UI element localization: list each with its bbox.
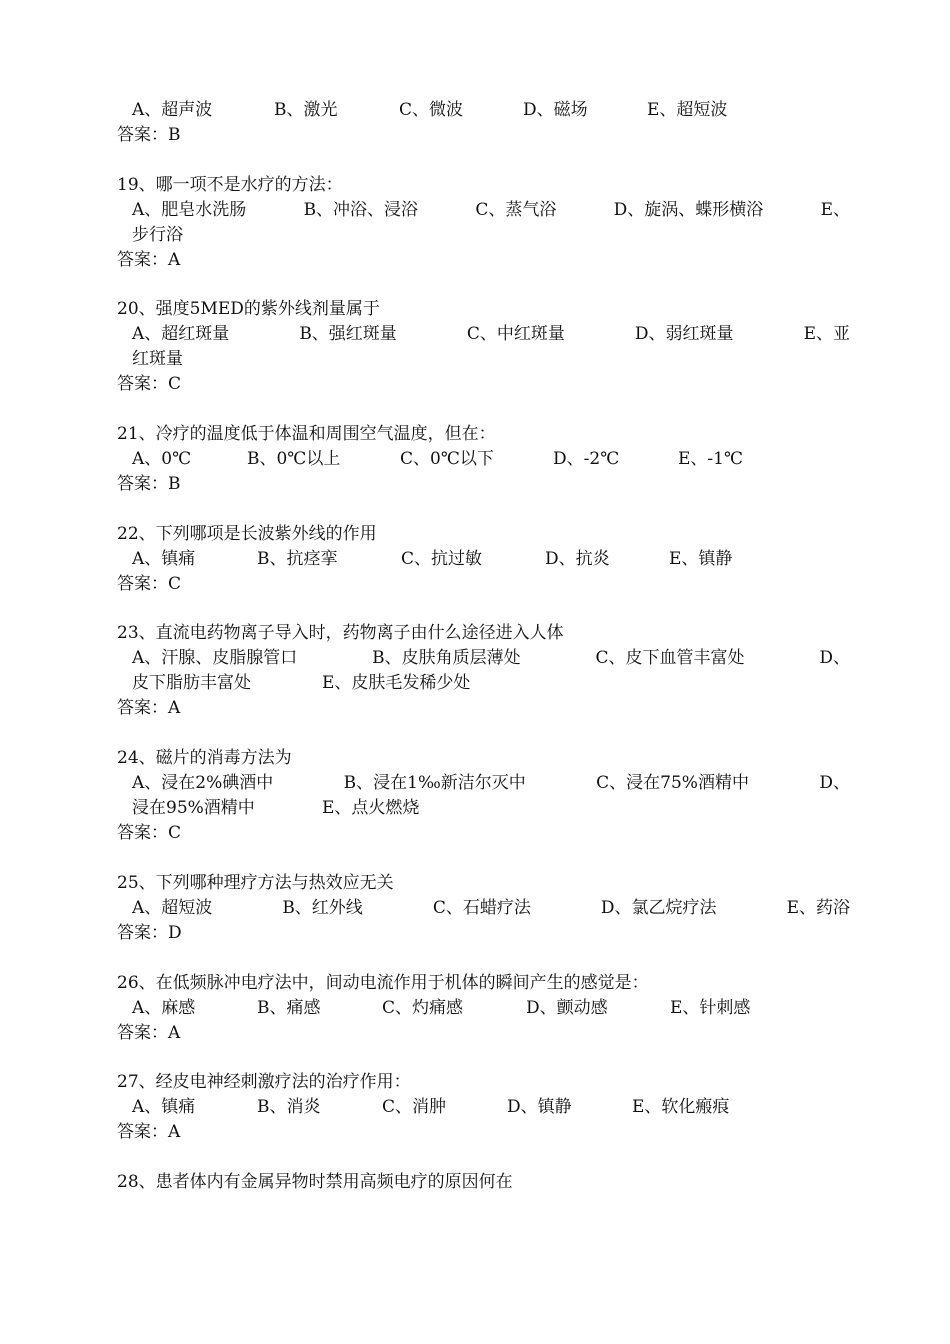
question-text: 21、冷疗的温度低于体温和周围空气温度，但在： — [117, 424, 496, 445]
option-e: E、-1℃ — [678, 449, 743, 470]
option-b: B、红外线 — [282, 897, 363, 918]
answer: 答案：A — [117, 249, 181, 270]
option-c: C、抗过敏 — [401, 548, 483, 569]
options-row — [117, 98, 850, 123]
option-d: D、颤动感 — [526, 997, 608, 1018]
option-d: D、 — [819, 773, 850, 794]
option-a: A、0℃ — [132, 449, 192, 470]
option-e: E、超短波 — [647, 100, 728, 120]
option-d-text: 浸在95%酒精中 — [132, 798, 255, 819]
option-e: E、软化瘢痕 — [632, 1097, 730, 1118]
answer: 答案：C — [117, 573, 182, 594]
option-a: A、肥皂水洗肠 — [132, 199, 247, 220]
option-b: B、强红斑量 — [299, 324, 397, 345]
options-continuation — [117, 796, 850, 821]
option-d: D、氯乙烷疗法 — [600, 897, 717, 918]
answer: 答案：A — [117, 1022, 181, 1043]
question-25 — [117, 871, 850, 946]
option-b: B、痛感 — [257, 997, 321, 1018]
option-d: D、镇静 — [507, 1097, 572, 1118]
option-a: A、麻感 — [132, 997, 196, 1018]
answer: 答案：A — [117, 698, 181, 719]
options-row — [117, 1095, 850, 1120]
question-22 — [117, 522, 850, 597]
option-a: A、镇痛 — [132, 1097, 196, 1118]
question-26 — [117, 971, 850, 1046]
options-row — [117, 447, 850, 472]
question-18-tail — [117, 98, 850, 148]
answer: 答案：C — [117, 374, 182, 395]
answer: 答案：B — [117, 474, 181, 495]
option-a: A、汗腺、皮脂腺管口 — [132, 648, 298, 669]
options-continuation: 红斑量 — [132, 349, 183, 370]
question-text: 20、强度5MED的紫外线剂量属于 — [117, 299, 380, 320]
option-c: C、消肿 — [382, 1097, 447, 1118]
answer: 答案：B — [117, 125, 181, 145]
option-e: E、皮肤毛发稀少处 — [322, 673, 471, 694]
question-24 — [117, 746, 850, 846]
question-text: 26、在低频脉冲电疗法中，间动电流作用于机体的瞬间产生的感觉是： — [117, 972, 649, 993]
option-e: E、针刺感 — [670, 997, 751, 1018]
question-text: 24、磁片的消毒方法为 — [117, 748, 292, 769]
option-d: D、弱红斑量 — [634, 324, 734, 345]
option-b: B、消炎 — [257, 1097, 321, 1118]
options-continuation: 步行浴 — [132, 224, 183, 245]
option-d: D、-2℃ — [553, 449, 620, 470]
option-e: E、药浴 — [786, 897, 850, 918]
question-text: 27、经皮电神经刺激疗法的治疗作用： — [117, 1072, 411, 1093]
options-row — [117, 547, 850, 572]
option-d: D、旋涡、蝶形横浴 — [613, 199, 764, 220]
option-c: C、浸在75%酒精中 — [596, 773, 749, 794]
question-21 — [117, 422, 850, 497]
answer: 答案：D — [117, 922, 182, 943]
option-d-text: 皮下脂肪丰富处 — [132, 673, 251, 694]
options-row — [117, 771, 850, 796]
option-c: C、灼痛感 — [382, 997, 464, 1018]
question-text: 25、下列哪种理疗方法与热效应无关 — [117, 872, 394, 893]
question-19 — [117, 173, 850, 273]
option-c: C、微波 — [399, 100, 464, 120]
option-d: D、抗炎 — [545, 548, 610, 569]
option-c: C、皮下血管丰富处 — [595, 648, 745, 669]
option-e: E、 — [820, 199, 850, 220]
options-row — [117, 198, 850, 223]
option-a: A、超短波 — [132, 897, 213, 918]
options-row — [117, 896, 850, 921]
option-a: A、浸在2%碘酒中 — [132, 773, 274, 794]
options-row — [117, 322, 850, 347]
question-23 — [117, 621, 850, 721]
question-text: 23、直流电药物离子导入时，药物离子由什么途径进入人体 — [117, 623, 564, 644]
option-c: C、蒸气浴 — [475, 199, 557, 220]
option-b: B、激光 — [274, 100, 338, 120]
question-text: 22、下列哪项是长波紫外线的作用 — [117, 523, 377, 544]
question-text: 19、哪一项不是水疗的方法： — [117, 174, 343, 195]
options-row — [117, 996, 850, 1021]
option-b: B、0℃以上 — [247, 449, 341, 470]
option-a: A、超红斑量 — [132, 324, 230, 345]
option-d: D、 — [819, 648, 850, 669]
options-row — [117, 646, 850, 671]
option-d: D、磁场 — [523, 100, 588, 120]
question-28 — [117, 1170, 850, 1195]
answer: 答案：C — [117, 823, 182, 844]
option-b: B、浸在1‰新洁尔灭中 — [343, 773, 526, 794]
option-b: B、冲浴、浸浴 — [303, 199, 419, 220]
question-20 — [117, 297, 850, 397]
option-c: C、石蜡疗法 — [432, 897, 531, 918]
option-e: E、亚 — [803, 324, 850, 345]
option-c: C、0℃以下 — [400, 449, 494, 470]
option-b: B、抗痉挛 — [257, 548, 338, 569]
option-e: E、点火燃烧 — [322, 798, 420, 819]
option-b: B、皮肤角质层薄处 — [372, 648, 521, 669]
question-text: 28、患者体内有金属异物时禁用高频电疗的原因何在 — [117, 1171, 513, 1192]
option-a: A、超声波 — [132, 100, 213, 120]
options-continuation — [117, 671, 850, 696]
answer: 答案：A — [117, 1122, 181, 1143]
question-27 — [117, 1070, 850, 1145]
option-e: E、镇静 — [669, 548, 733, 569]
option-a: A、镇痛 — [132, 548, 196, 569]
option-c: C、中红斑量 — [466, 324, 565, 345]
